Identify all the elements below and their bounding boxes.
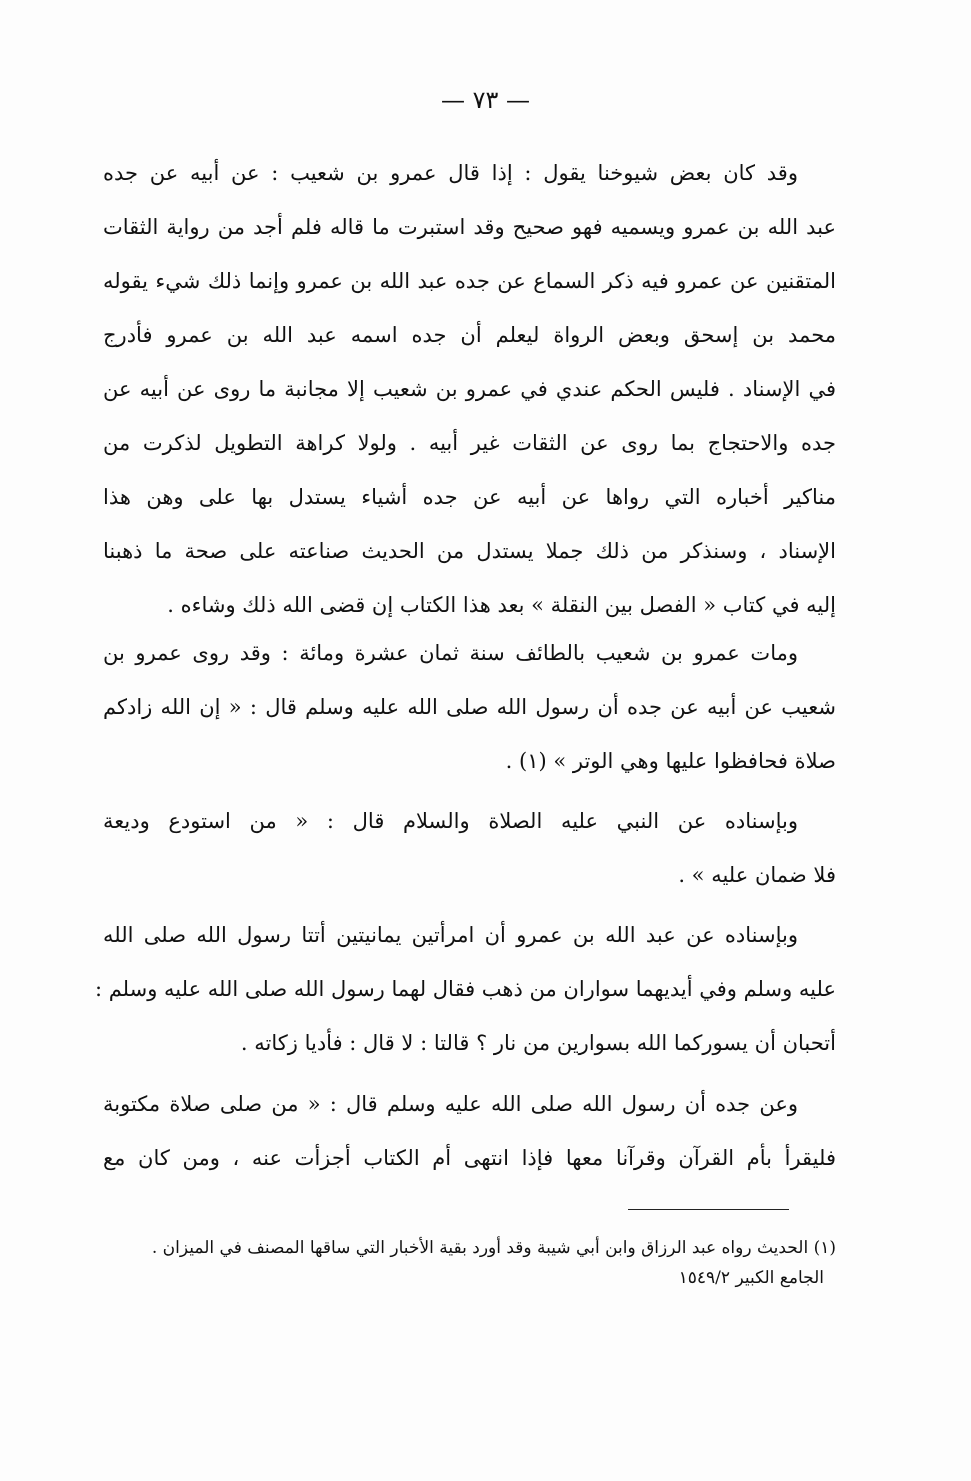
text-line: شعيب عن أبيه عن جده أن رسول الله صلى الله عليه وسلم قال : « إن الله زادكم xyxy=(103,695,836,719)
paragraph-1 xyxy=(103,146,836,632)
text-line: في الإسناد . فليس الحكم عندي في عمرو بن شعيب إلا مجانبة ما روى عن أبيه عن xyxy=(103,377,836,401)
text-line: الإسناد ، وسنذكر من ذلك جملا يستدل من الحديث صناعته على صحة ما ذهبنا xyxy=(103,539,836,563)
text-line: وبإسناده عن عبد الله بن عمرو أن امرأتين يمانيتين أتتا رسول الله صلى الله xyxy=(103,923,798,947)
text-line: عبد الله بن عمرو ويسميه فهو صحيح وقد استبرت ما قاله فلم أجد من رواية الثقات xyxy=(103,215,836,239)
text-line: أتحبان أن يسوركما الله بسوارين من نار ؟ قالتا : لا قال : فأديا زكاته . xyxy=(240,1031,836,1055)
text-line: المتقنين عن عمرو فيه ذكر السماع عن جده عبد الله بن عمرو وإنما ذلك شيء يقوله xyxy=(103,269,836,293)
footnote xyxy=(103,1233,836,1293)
paragraph-4 xyxy=(94,908,836,1070)
footnote-separator xyxy=(628,1209,789,1210)
text-line: مناكير أخباره التي رواها عن أبيه عن جده أشياء يستدل بها على وهن هذا xyxy=(103,485,836,509)
text-line: فلا ضمان عليه » . xyxy=(678,863,836,887)
text-line: ومات عمرو بن شعيب بالطائف سنة ثمان عشرة ومائة : وقد روى عمرو بن xyxy=(103,641,798,665)
footnote-line: الجامع الكبير ١٥٤٩/٢ xyxy=(678,1268,824,1288)
text-line: وعن جده أن رسول الله صلى الله عليه وسلم قال : « من صلى صلاة مكتوبة xyxy=(103,1092,798,1116)
paragraph-3 xyxy=(103,794,836,902)
paragraph-5 xyxy=(103,1077,836,1185)
text-line: إليه في كتاب « الفصل بين النقلة » بعد هذا الكتاب إن قضى الله ذلك وشاءه . xyxy=(167,593,836,617)
page-number: — ٧٣ — xyxy=(440,86,531,114)
text-line: محمد بن إسحق وبعض الرواة ليعلم أن جده اسمه عبد الله بن عمرو فأدرج xyxy=(103,323,836,347)
text-line: صلاة فحافظوا عليها وهي الوتر » (١) . xyxy=(505,749,836,773)
paragraph-2 xyxy=(103,626,836,788)
text-line: عليه وسلم وفي أيديهما سواران من ذهب فقال لهما رسول الله صلى الله عليه وسلم : xyxy=(94,977,836,1001)
footnote-line: (١) الحديث رواه عبد الرزاق وابن أبي شيبة وقد أورد بقية الأخبار التي ساقها المصنف في الميزان . xyxy=(151,1238,836,1258)
text-line: وبإسناده عن النبي عليه الصلاة والسلام قال : « من استودع وديعة xyxy=(103,809,798,833)
text-line: جده والاحتجاج بما روى عن الثقات غير أبيه . ولولا كراهة التطويل لذكرت من xyxy=(103,431,836,455)
text-line: فليقرأ بأم القرآن وقرآنا معها فإذا انتهى أم الكتاب أجزأت عنه ، ومن كان مع xyxy=(103,1146,836,1170)
text-line: وقد كان بعض شيوخنا يقول : إذا قال عمرو بن شعيب : عن أبيه عن جده xyxy=(103,161,798,185)
